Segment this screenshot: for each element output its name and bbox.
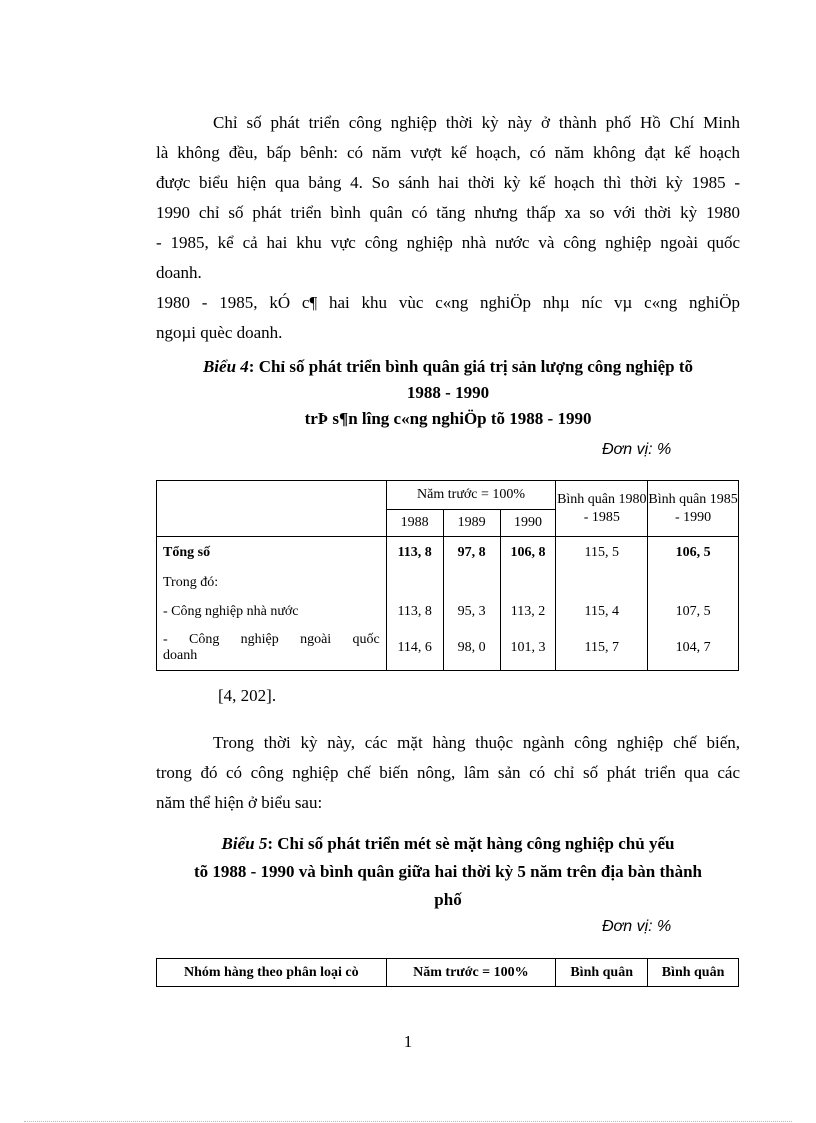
row-label <box>157 627 387 671</box>
row-label: - Công nghiệp nhà nước <box>157 597 387 627</box>
cell-1990: 101, 3 <box>500 627 556 671</box>
table5-header-group-col: Nhóm hàng theo phân loại cò <box>157 959 387 987</box>
table4-header-year: 1990 <box>500 510 556 537</box>
row-label-line: doanh <box>163 648 198 664</box>
text-line: là không đều, bấp bênh: có năm vượt kế hoạch, có năm không đạt kế hoạch <box>156 143 740 162</box>
reference-citation: [4, 202]. <box>218 686 277 705</box>
text-line: được biểu hiện qua bảng 4. So sánh hai thời kỳ kế hoạch thì thời kỳ 1985 - <box>156 173 740 192</box>
page-bottom-divider <box>24 1121 792 1122</box>
table4-header-empty <box>157 481 387 537</box>
text-line: Trong thời kỳ này, các mặt hàng thuộc ngành công nghiệp chế biến, <box>213 733 740 752</box>
text-line: doanh. <box>156 263 202 282</box>
table-row <box>157 627 739 671</box>
table-row <box>157 569 739 597</box>
paragraph-garbled <box>156 288 740 348</box>
table4-caption <box>156 354 740 432</box>
table5 <box>156 958 739 987</box>
table-row <box>157 537 739 569</box>
paragraph-intro <box>156 108 740 288</box>
row-label: Tổng số <box>157 537 387 569</box>
table4-header-year: 1988 <box>386 510 443 537</box>
table4-header-year: 1989 <box>443 510 500 537</box>
table4-unit: Đơn vị: % <box>602 441 672 458</box>
cell-1989: 98, 0 <box>443 627 500 671</box>
page-number: 1 <box>403 1032 413 1051</box>
caption-text: tõ 1988 - 1990 và bình quân giữa hai thời kỳ 5 năm trên địa bàn thành <box>193 862 703 881</box>
caption-text: : Chỉ số phát triển mét sè mặt hàng công nghiệp chủ yếu <box>267 834 675 853</box>
text-line: - 1985, kể cả hai khu vực công nghiệp nhà nước và công nghiệp ngoài quốc <box>156 233 740 252</box>
table4-header-group: Năm trước = 100% <box>386 481 556 510</box>
row-label-line: - Công nghiệp ngoài quốc <box>163 632 380 648</box>
table5-unit: Đơn vị: % <box>602 918 672 935</box>
cell-1988: 113, 8 <box>386 597 443 627</box>
text-line: 1990 chỉ số phát triển bình quân có tăng nhưng thấp xa so với thời kỳ 1980 <box>156 203 740 222</box>
cell-1990: 106, 8 <box>500 537 556 569</box>
cell-avg1: 115, 5 <box>556 537 648 569</box>
paragraph-processing <box>156 728 740 818</box>
table5-caption <box>156 830 740 914</box>
cell-avg2: 106, 5 <box>648 537 739 569</box>
cell-1989: 97, 8 <box>443 537 500 569</box>
cell-avg1: 115, 4 <box>556 597 648 627</box>
table4 <box>156 480 739 671</box>
caption-text: 1988 - 1990 <box>406 383 490 402</box>
caption-text: trÞ s¶n lîng c«ng nghiÖp tõ 1988 - 1990 <box>304 409 592 428</box>
text-line: năm thể hiện ở biểu sau: <box>156 793 323 812</box>
table-row <box>157 959 739 987</box>
text-line: Chỉ số phát triển công nghiệp thời kỳ này ở thành phố Hồ Chí Minh <box>213 113 740 132</box>
cell-avg2: 104, 7 <box>648 627 739 671</box>
table5-header-prev-year: Năm trước = 100% <box>386 959 556 987</box>
cell-1989: 95, 3 <box>443 597 500 627</box>
cell-1988: 114, 6 <box>386 627 443 671</box>
cell-1988: 113, 8 <box>386 537 443 569</box>
text-line: ngoµi quèc doanh. <box>156 323 283 342</box>
table5-header-avg1: Bình quân <box>556 959 648 987</box>
table5-header-avg2: Bình quân <box>648 959 739 987</box>
cell-avg1: 115, 7 <box>556 627 648 671</box>
cell-1990: 113, 2 <box>500 597 556 627</box>
caption-label: Biểu 5 <box>221 834 268 853</box>
text-line: 1980 - 1985, kÓ c¶ hai khu vùc c«ng nghiÖp nhµ níc vµ c«ng nghiÖp <box>156 293 740 312</box>
table4-header-avg2: Bình quân 1985 - 1990 <box>648 481 739 537</box>
row-label: Trong đó: <box>157 569 387 597</box>
caption-text: : Chỉ số phát triển bình quân giá trị sản lượng công nghiệp tõ <box>248 357 694 376</box>
table4-header-avg1: Bình quân 1980 - 1985 <box>556 481 648 537</box>
table-row <box>157 597 739 627</box>
caption-text: phố <box>434 890 462 909</box>
text-line: trong đó có công nghiệp chế biến nông, lâm sản có chỉ số phát triển qua các <box>156 763 740 782</box>
cell-avg2: 107, 5 <box>648 597 739 627</box>
caption-label: Biểu 4 <box>202 357 249 376</box>
